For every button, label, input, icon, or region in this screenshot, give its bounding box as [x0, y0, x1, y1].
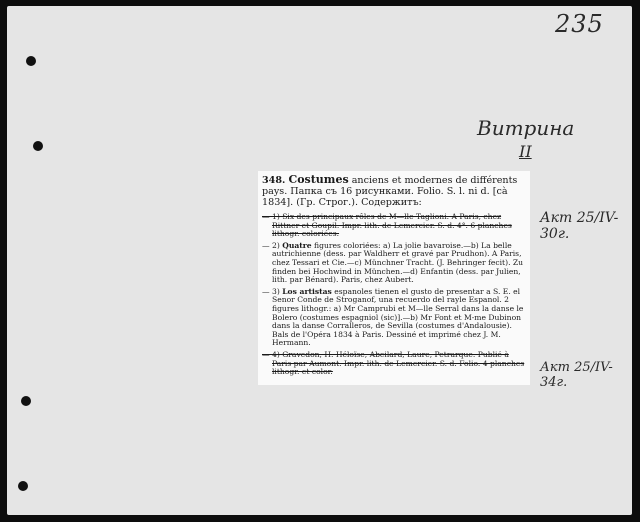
entry-item-3-lead: Los artistas	[282, 286, 332, 296]
entry-item-1: — 1) Six des principaux rôles de M—lle Taglioni. A Paris, chez Rittner et Goupil. Impr. lith. de Lemercier. S. d. 4°. 6 planches lithogr. coloriées.	[262, 212, 512, 239]
margin-note-1: Акт 25/IV-30г.	[540, 210, 619, 242]
entry-item-2-text: figures coloriées: a) La jolie bavaroise.—b) La belle autrichienne (dess. par Waldherr et gravé par Prudhon). A Paris, chez Tessari et Cie.—c) Münchner Tracht. (J. Behringer fecit). Zu finden bei Hochwind in München.—d) Enfantin (dess. par Julien, lith. par Bénard). Paris, chez Aubert.	[272, 240, 524, 285]
entry-item-2-lead: Quatre	[282, 240, 312, 250]
pasted-clipping	[258, 171, 530, 385]
punch-hole-4	[18, 481, 28, 491]
showcase-number: II	[519, 142, 532, 161]
punch-hole-2	[33, 141, 43, 151]
punch-hole-1	[26, 56, 36, 66]
catalog-number: 235	[555, 10, 604, 38]
entry-item-4: — 4) Gravedon, H. Héloïse, Abeilard, Laure, Petrarque. Publié à Paris par Aumont. Impr. lith. de Lemercier. S. d. Folio. 4 planches lithogr. et color.	[262, 349, 525, 377]
entry-item-3-prefix: — 3)	[262, 286, 283, 296]
entry-item-3	[262, 288, 526, 348]
entry-item-2-prefix: — 2)	[262, 240, 283, 250]
entry-item-3-text: espanoles tienen el gusto de presentar a S. E. el Senor Conde de Stroganof, una recuerdo del rayle Espanol. 2 figures lithogr.: a) Mr Camprubi et M—lle Serral dans la danse le Bolero (costumes espagniol (sic)].—b) Mr Font et M-me Dubinon dans la danse Corralleros, de Sevilla (costumes d'Andalousie). Bals de l'Opéra 1834 à Paris. Dessiné et imprimé chez J. M. Hermann.	[272, 286, 524, 348]
entry-number: 348.	[262, 175, 286, 186]
punch-hole-3	[21, 396, 31, 406]
entry-heading-rest: anciens et modernes de différents pays. Папка съ 16 рисунками. Folio. S. l. ni d. [cà 1834]. (Гр. Строг.). Содержитъ:	[262, 175, 518, 208]
showcase-label: Витрина	[477, 116, 575, 140]
margin-note-2: Акт 25/IV-34г.	[540, 360, 613, 390]
entry-item-2	[262, 242, 526, 285]
entry-heading	[258, 171, 530, 210]
entry-title: Costumes	[288, 173, 349, 186]
